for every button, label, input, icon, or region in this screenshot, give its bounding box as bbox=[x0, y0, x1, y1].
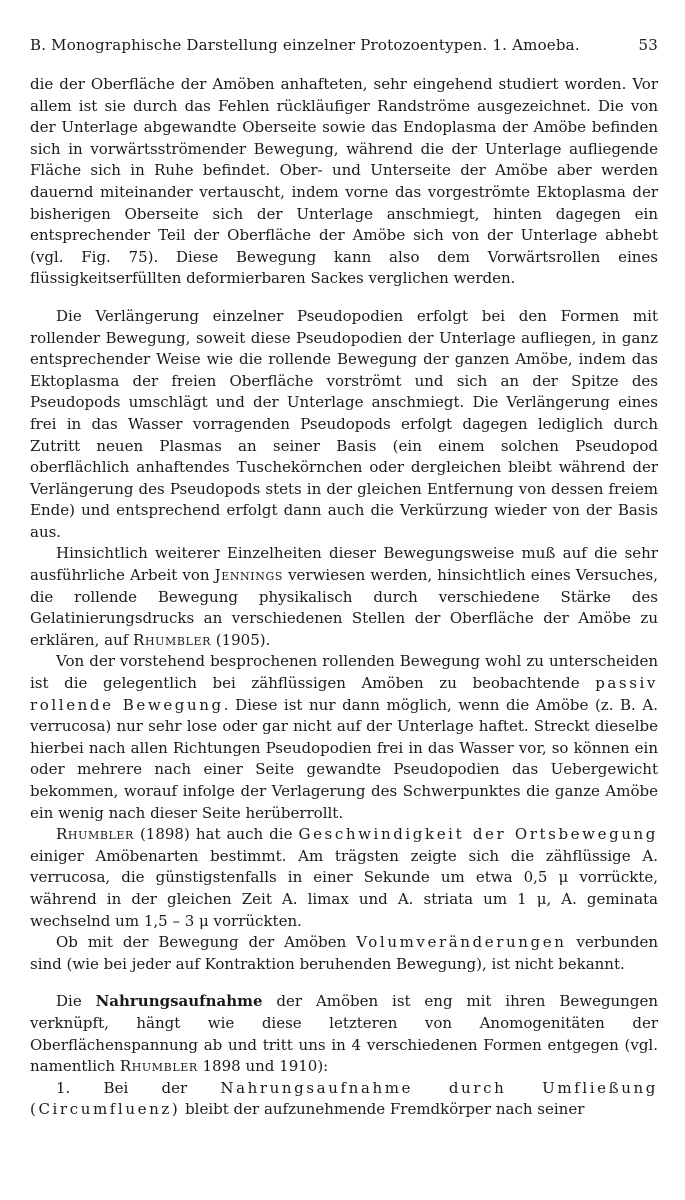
paragraph-4-text-a: Von der vorstehend besprochenen rollenden Bewegung wohl zu unterscheiden ist die gelegentlich bei zähflüssigen Amöben zu beobachtende bbox=[30, 652, 658, 693]
author-name: Rhumbler bbox=[133, 630, 211, 649]
running-title: B. Monographische Darstellung einzelner Protozoentypen. 1. Amoeba. bbox=[30, 36, 580, 54]
paragraph-4-text-c: . Diese ist nur dann möglich, wenn die Amöbe (z. B. A. verrucosa) nur sehr lose oder gar nicht auf der Unterlage haftet. Streckt dieselbe hierbei nach allen Richtungen Pseudopodien frei in das Wasser vor, so können ein oder mehrere nach einer Seite gewandte Pseudopodien das Uebergewicht bekommen, worauf infolge der Verlagerung des Schwerpunktes die ganze Amöbe ein wenig nach dieser Seite herüberrollt. bbox=[30, 695, 658, 822]
paragraph-6-text-a: Ob mit der Bewegung der Amöben bbox=[56, 933, 357, 952]
page bbox=[30, 34, 658, 1121]
paragraph-8-text-a: 1. Bei der bbox=[56, 1078, 221, 1097]
spaced-term: passiv rollende Bewegung bbox=[30, 674, 658, 714]
author-name: Rhumbler bbox=[119, 1057, 198, 1076]
paragraph-7-text-c: der Amöben ist eng mit ihren Bewegungen verknüpft, hängt wie diese letzteren von Anomogenitäten der Oberflächenspannung ab und tritt uns in 4 verschiedenen Formen entgegen (vgl. namentlich bbox=[30, 992, 659, 1076]
section-keyword: Nahrungsaufnahme bbox=[95, 992, 263, 1011]
paragraph-7-text-e: 1898 und 1910): bbox=[197, 1057, 329, 1076]
paragraph-1: die der Oberfläche der Amöben anhafteten, sehr eingehend studiert worden. Vor allem ist sie durch das Fehlen rückläufiger Randströme ausgezeichnet. Die von der Unterlage abgewandte Oberseite sowie das Endoplasma der Amöbe befinden sich in vorwärtsströmender Bewegung, während die der Unterlage aufliegende Fläche sich in Ruhe befindet. Ober- und Unterseite der Amöbe aber werden dauernd miteinander vertauscht, indem vorne das vorgeströmte Ektoplasma der bisherigen Oberseite sich der Unterlage anschmiegt, hinten dagegen ein entsprechender Teil der Oberfläche der Amöbe sich von der Unterlage abhebt (vgl. Fig. 75). Diese Bewegung kann also dem Vorwärtsrollen eines flüssigkeitserfüllten deformierbaren Sackes verglichen werden. bbox=[30, 75, 658, 288]
author-name: Jennings bbox=[214, 566, 283, 585]
paragraph-5-text-d: einiger Amöbenarten bestimmt. Am trägsten zeigte sich die zähflüssige A. verrucosa, die günstigstenfalls in einer Sekunde um etwa 0,5 μ vorrückte, während in der gleichen Zeit A. limax und A. striata um 1 μ, A. geminata wechselnd um 1,5 – 3 μ vorrückten. bbox=[30, 846, 658, 930]
paragraph-3-text-a: Hinsichtlich weiterer Einzelheiten dieser Bewegungsweise muß auf die sehr ausführliche Arbeit von bbox=[30, 544, 658, 585]
paragraph-4 bbox=[30, 651, 658, 824]
paragraph-5 bbox=[30, 824, 658, 932]
page-number: 53 bbox=[638, 36, 658, 54]
paragraph-7-text-a: Die bbox=[56, 992, 96, 1011]
paragraph-3-text-e: (1905). bbox=[210, 630, 271, 649]
paragraph-8 bbox=[30, 1078, 658, 1121]
author-name: Rhumbler bbox=[56, 825, 134, 844]
paragraph-7 bbox=[30, 991, 658, 1077]
paragraph-6-text-c: verbunden sind (wie bei jeder auf Kontraktion beruhenden Bewegung), ist nicht bekannt. bbox=[30, 933, 658, 973]
paragraph-6 bbox=[30, 932, 658, 975]
spaced-term: Volumveränderungen bbox=[356, 933, 567, 952]
running-header bbox=[30, 34, 658, 56]
paragraph-8-text-c: bleibt der aufzunehmende Fremdkörper nach seiner bbox=[180, 1100, 585, 1119]
spaced-term: Geschwindigkeit der Ortsbewegung bbox=[298, 825, 658, 844]
paragraph-3 bbox=[30, 543, 658, 651]
paragraph-3-text-c: verwiesen werden, hinsichtlich eines Versuches, die rollende Bewegung physikalisch durch verschiedene Stärke des Gelatinierungsdrucks an verschiedenen Stellen der Oberfläche der Amöbe zu erklären, auf bbox=[30, 566, 658, 649]
spaced-term: Nahrungsaufnahme durch Umfließung (Circumfluenz) bbox=[30, 1078, 658, 1119]
paragraph-5-text-b: (1898) hat auch die bbox=[133, 825, 299, 844]
paragraph-2: Die Verlängerung einzelner Pseudopodien erfolgt bei den Formen mit rollender Bewegung, soweit diese Pseudopodien der Unterlage aufliegen, in ganz entsprechender Weise wie die rollende Bewegung der ganzen Amöbe, indem das Ektoplasma der freien Oberfläche vorströmt und sich an der Spitze des Pseudopods umschlägt und der Unterlage anschmiegt. Die Verlängerung eines frei in das Wasser vorragenden Pseudopods erfolgt dagegen lediglich durch Zutritt neuen Plasmas an seiner Basis (ein einem solchen Pseudopod oberflächlich anhaftendes Tuschekörnchen oder dergleichen bleibt während der Verlängerung des Pseudopods stets in der gleichen Entfernung von dessen freiem Ende) und entsprechend erfolgt dann auch die Verkürzung wieder von der Basis aus. bbox=[30, 306, 658, 541]
